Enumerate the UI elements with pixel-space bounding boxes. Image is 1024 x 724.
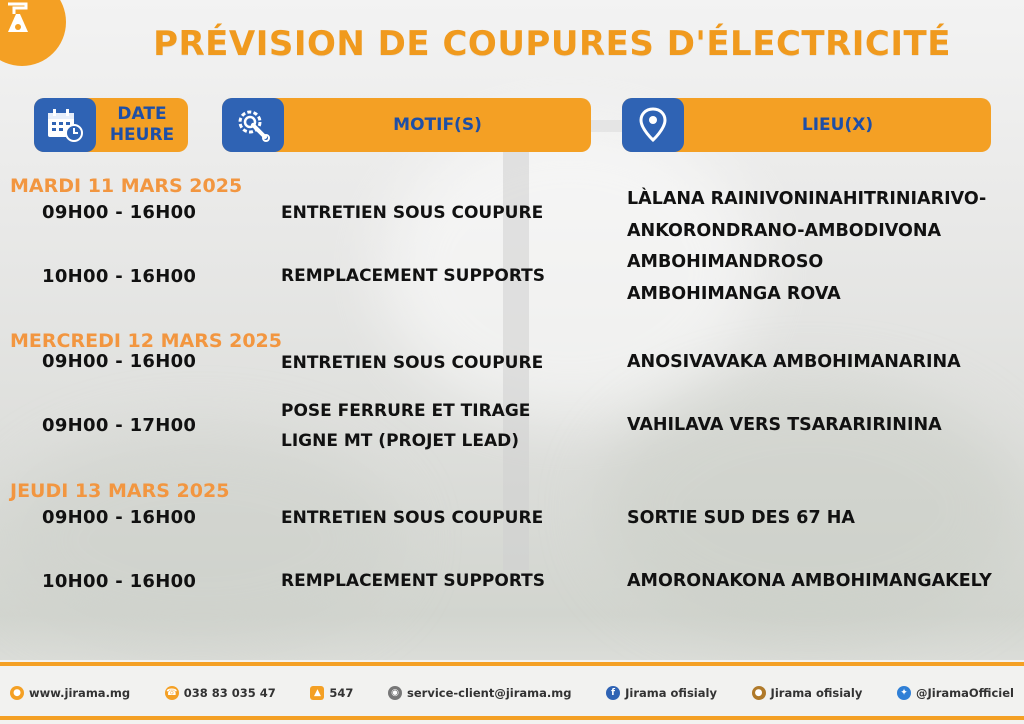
motif-header — [222, 98, 591, 152]
time-range: 10H00 - 16H00 — [42, 266, 197, 287]
footer-top-line — [0, 662, 1024, 666]
calendar-clock-icon — [34, 98, 96, 152]
footer — [0, 676, 1024, 710]
motif-text: ENTRETIEN SOUS COUPURE — [281, 203, 544, 223]
motif-text: REMPLACEMENT SUPPORTS — [281, 571, 546, 591]
motif-header-label: MOTIF(S) — [393, 114, 482, 135]
date-header-label: DATE HEURE — [109, 104, 175, 145]
lieu-text: ANOSIVAVAKA AMBOHIMANARINA — [627, 352, 961, 372]
day-label: JEUDI 13 MARS 2025 — [10, 480, 230, 502]
messenger-icon: ● — [752, 686, 766, 700]
headset-icon: ◉ — [388, 686, 402, 700]
footer-bottom-line — [0, 716, 1024, 720]
lieu-header-label: LIEU(X) — [801, 114, 874, 135]
motif-text: REMPLACEMENT SUPPORTS — [281, 266, 546, 286]
motif-text: ENTRETIEN SOUS COUPURE — [281, 508, 544, 528]
lieu-text: SORTIE SUD DES 67 HA — [627, 508, 855, 528]
lieu-text: AMORONAKONA AMBOHIMANGAKELY — [627, 571, 992, 591]
footer-facebook[interactable]: f Jirama ofisialy — [606, 686, 717, 700]
lieu-text: AMBOHIMANDROSO AMBOHIMANGA ROVA — [627, 252, 841, 304]
phone-icon: ☎ — [166, 688, 178, 698]
footer-short-number[interactable]: ▲ 547 — [310, 686, 353, 700]
page-title: PRÉVISION DE COUPURES D'ÉLECTRICITÉ — [153, 24, 951, 64]
time-range: 09H00 - 16H00 — [42, 351, 197, 372]
date-header — [34, 98, 188, 152]
hand-icon: ▲ — [310, 686, 324, 700]
footer-twitter[interactable]: ✦ @JiramaOfficiel — [897, 686, 1014, 700]
motif-text: ENTRETIEN SOUS COUPURE — [281, 353, 544, 373]
day-label: MARDI 11 MARS 2025 — [10, 175, 243, 197]
day-label: MERCREDI 12 MARS 2025 — [10, 330, 283, 352]
time-range: 09H00 - 17H00 — [42, 415, 197, 436]
footer-phone[interactable]: ☎ 038 83 035 47 — [166, 686, 276, 700]
time-range: 09H00 - 16H00 — [42, 507, 197, 528]
facebook-icon: f — [606, 686, 620, 700]
twitter-icon: ✦ — [897, 686, 911, 700]
motif-text: POSE FERRURE ET TIRAGE LIGNE MT (PROJET LEAD) — [281, 401, 531, 451]
footer-messenger[interactable]: ● Jirama ofisialy — [752, 686, 863, 700]
map-pin-icon — [622, 98, 684, 152]
gear-wrench-icon — [222, 98, 284, 152]
time-range: 10H00 - 16H00 — [42, 571, 197, 592]
lieu-header — [622, 98, 991, 152]
time-range: 09H00 - 16H00 — [42, 202, 197, 223]
footer-website[interactable]: ● www.jirama.mg — [10, 686, 130, 700]
lieu-text: LÀLANA RAINIVONINAHITRINIARIVO- ANKORONDRANO-AMBODIVONA — [627, 189, 987, 241]
footer-email[interactable]: ◉ service-client@jirama.mg — [388, 686, 571, 700]
globe-icon: ● — [10, 686, 24, 700]
lieu-text: VAHILAVA VERS TSARARIRININA — [627, 415, 942, 435]
